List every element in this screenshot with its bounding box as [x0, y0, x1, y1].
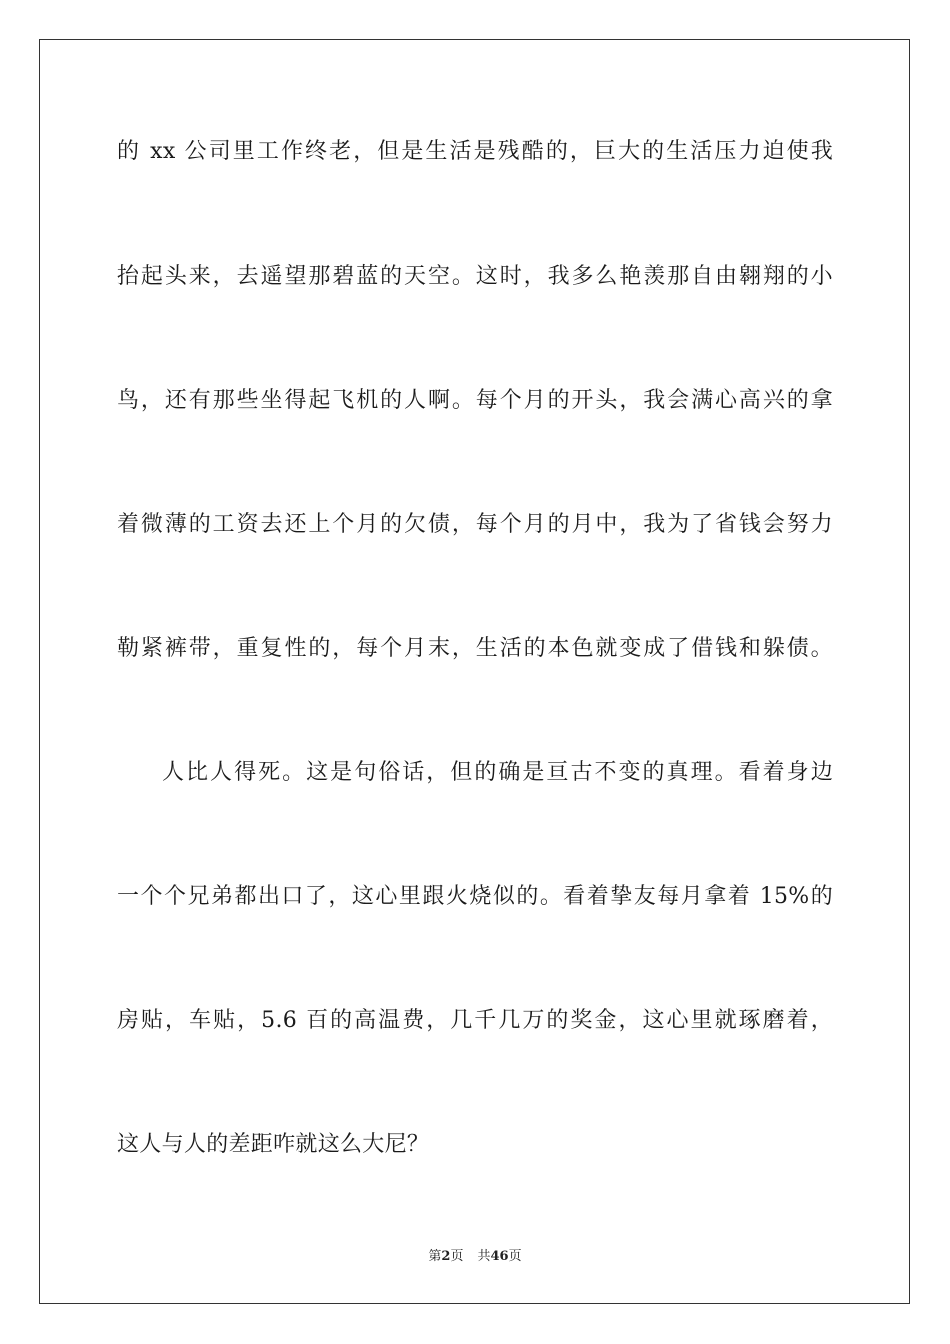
page-suffix: 页 [450, 1249, 464, 1264]
text-line: 勒紧裤带，重复性的，每个月末，生活的本色就变成了借钱和躲债。 [117, 636, 833, 661]
total-suffix: 页 [508, 1249, 522, 1264]
total-prefix: 共 [477, 1249, 491, 1264]
text-line: 抬起头来，去遥望那碧蓝的天空。这时，我多么艳羡那自由翱翔的小 [117, 264, 833, 289]
text-line-last: 这人与人的差距咋就这么大尼？ [117, 1132, 430, 1157]
page-prefix: 第 [428, 1249, 442, 1264]
text-line: 鸟，还有那些坐得起飞机的人啊。每个月的开头，我会满心高兴的拿 [117, 388, 833, 413]
paragraph-first-line: 人比人得死。这是句俗话，但的确是亘古不变的真理。看着身边 [162, 760, 833, 785]
total-pages: 46 [490, 1249, 509, 1264]
page-border [39, 39, 910, 1304]
page-footer [0, 1248, 950, 1266]
text-line: 房贴，车贴，5.6 百的高温费，几千几万的奖金，这心里就琢磨着， [117, 1008, 833, 1033]
text-line: 的 xx 公司里工作终老，但是生活是残酷的，巨大的生活压力迫使我 [117, 139, 833, 164]
page-number: 2 [441, 1249, 451, 1264]
text-line: 着微薄的工资去还上个月的欠债，每个月的月中，我为了省钱会努力 [117, 512, 833, 537]
text-line: 一个个兄弟都出口了，这心里跟火烧似的。看着挚友每月拿着 15%的 [117, 884, 833, 909]
